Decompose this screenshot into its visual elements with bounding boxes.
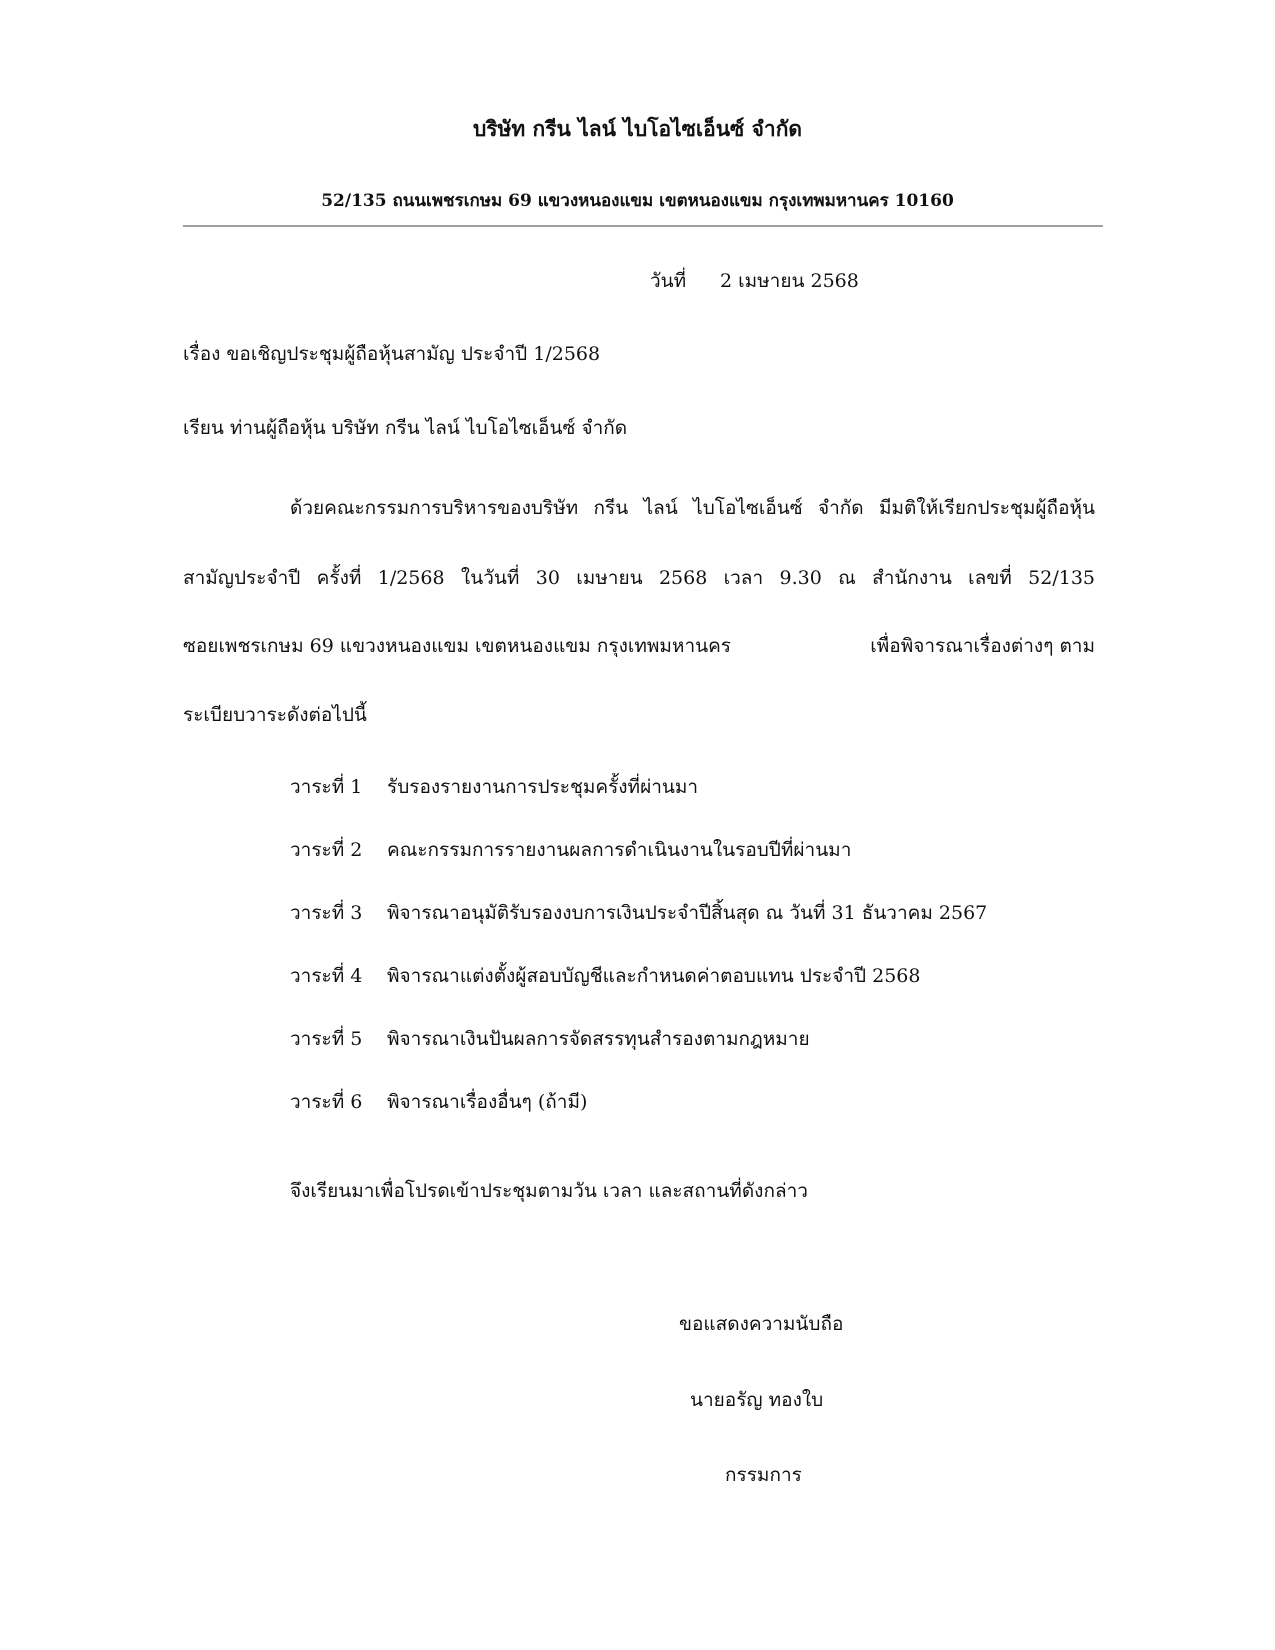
agenda-item — [290, 898, 987, 928]
agenda-number: วาระที่ 5 — [290, 1028, 363, 1050]
signature-name: นายอรัญ ทองใบ — [690, 1389, 824, 1411]
agenda-item — [290, 1024, 810, 1054]
agenda-text: รับรองรายงานการประชุมครั้งที่ผ่านมา — [387, 776, 699, 798]
company-name: บริษัท กรีน ไลน์ ไบโอไซเอ็นซ์ จำกัด — [472, 116, 803, 141]
agenda-number: วาระที่ 3 — [290, 902, 363, 924]
agenda-item — [290, 1087, 587, 1117]
date-label: วันที่ — [650, 270, 687, 292]
agenda-item — [290, 835, 851, 865]
body-paragraph-line: ระเบียบวาระดังต่อไปนี้ — [183, 704, 367, 726]
date-value: 2 เมษายน 2568 — [720, 270, 859, 292]
agenda-text: พิจารณาเรื่องอื่นๆ (ถ้ามี) — [387, 1091, 588, 1113]
signature-position: กรรมการ — [725, 1464, 802, 1486]
agenda-item — [290, 961, 920, 991]
company-address: 52/135 ถนนเพชรเกษม 69 แขวงหนองแขม เขตหนองแขม กรุงเทพมหานคร 10160 — [321, 191, 954, 211]
agenda-text: พิจารณาเงินปันผลการจัดสรรทุนสำรองตามกฎหมาย — [387, 1028, 810, 1050]
agenda-text: พิจารณาอนุมัติรับรองงบการเงินประจำปีสิ้นสุด ณ วันที่ 31 ธันวาคม 2567 — [387, 902, 988, 924]
agenda-number: วาระที่ 6 — [290, 1091, 363, 1113]
closing-line: จึงเรียนมาเพื่อโปรดเข้าประชุมตามวัน เวลา และสถานที่ดังกล่าว — [290, 1180, 808, 1202]
agenda-text: คณะกรรมการรายงานผลการดำเนินงานในรอบปีที่ผ่านมา — [387, 839, 852, 861]
agenda-item — [290, 772, 698, 802]
agenda-number: วาระที่ 1 — [290, 776, 363, 798]
body-paragraph-line: สามัญประจำปี ครั้งที่ 1/2568 ในวันที่ 30 เมษายน 2568 เวลา 9.30 ณ สำนักงาน เลขที่ 52/135 — [183, 567, 1095, 589]
body-paragraph-line — [183, 631, 1095, 661]
salutation-line: เรียน ท่านผู้ถือหุ้น บริษัท กรีน ไลน์ ไบโอไซเอ็นซ์ จำกัด — [183, 417, 628, 439]
signature-regards: ขอแสดงความนับถือ — [679, 1313, 844, 1335]
agenda-text: พิจารณาแต่งตั้งผู้สอบบัญชีและกำหนดค่าตอบแทน ประจำปี 2568 — [387, 965, 921, 987]
agenda-number: วาระที่ 2 — [290, 839, 363, 861]
subject-line: เรื่อง ขอเชิญประชุมผู้ถือหุ้นสามัญ ประจำปี 1/2568 — [183, 343, 601, 365]
agenda-number: วาระที่ 4 — [290, 965, 363, 987]
header-divider — [183, 225, 1103, 227]
body-address-text: ซอยเพชรเกษม 69 แขวงหนองแขม เขตหนองแขม กรุงเทพมหานคร — [183, 635, 732, 657]
body-paragraph-line: ด้วยคณะกรรมการบริหารของบริษัท กรีน ไลน์ ไบโอไซเอ็นซ์ จำกัด มีมติให้เรียกประชุมผู้ถือหุ้น — [290, 497, 1095, 519]
body-purpose-text: เพื่อพิจารณาเรื่องต่างๆ ตาม — [870, 635, 1095, 657]
